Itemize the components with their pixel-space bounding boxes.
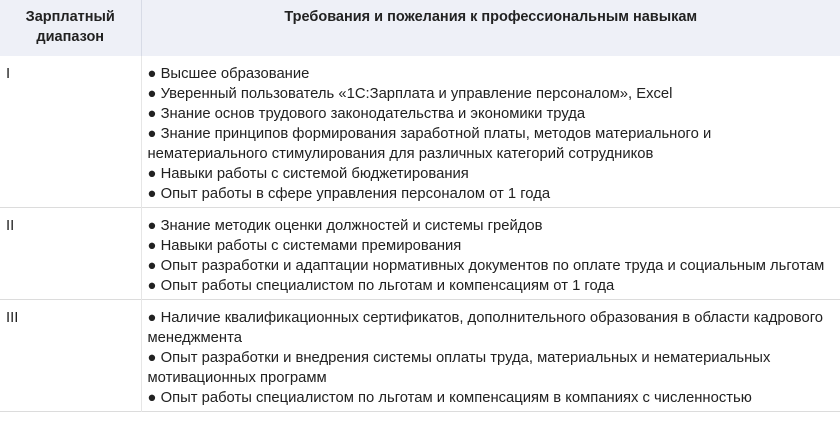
table-row bbox=[0, 208, 840, 300]
requirement-item: ● Знание основ трудового законодательства и экономики труда bbox=[148, 104, 835, 124]
requirement-item: ● Опыт работы специалистом по льготам и компенсациям в компаниях с численностью bbox=[148, 388, 835, 408]
requirement-item: ● Высшее образование bbox=[148, 64, 835, 84]
requirement-item: ● Опыт разработки и внедрения системы оплаты труда, материальных и нематериальных мотивационных программ bbox=[148, 348, 835, 388]
requirement-item: ● Опыт работы в сфере управления персоналом от 1 года bbox=[148, 184, 835, 204]
table-row bbox=[0, 56, 840, 208]
requirement-item: ● Наличие квалификационных сертификатов, дополнительного образования в области кадрового менеджмента bbox=[148, 308, 835, 348]
requirement-item: ● Опыт разработки и адаптации нормативных документов по оплате труда и социальным льготам bbox=[148, 256, 835, 276]
salary-range-header: Зарплатный диапазон bbox=[0, 0, 141, 56]
requirements-list bbox=[148, 216, 835, 296]
salary-range-cell: I bbox=[6, 66, 11, 82]
table-body bbox=[0, 56, 840, 412]
table-row bbox=[0, 300, 840, 412]
requirement-item: ● Знание методик оценки должностей и системы грейдов bbox=[148, 216, 835, 236]
requirements-list bbox=[148, 308, 835, 408]
requirements-cell bbox=[141, 208, 840, 300]
requirements-cell bbox=[141, 300, 840, 412]
requirements-list bbox=[148, 64, 835, 204]
header-row bbox=[0, 0, 840, 56]
requirement-item: ● Знание принципов формирования заработной платы, методов материального и нематериального стимулирования для различных категорий сотрудников bbox=[148, 124, 835, 164]
requirement-item: ● Опыт работы специалистом по льготам и компенсациям от 1 года bbox=[148, 276, 835, 296]
requirements-cell bbox=[141, 56, 840, 208]
salary-range-cell: III bbox=[6, 310, 19, 326]
requirement-item: ● Навыки работы с системой бюджетирования bbox=[148, 164, 835, 184]
requirement-item: ● Уверенный пользователь «1С:Зарплата и управление персоналом», Excel bbox=[148, 84, 835, 104]
salary-range-cell: II bbox=[6, 218, 15, 234]
requirements-header: Требования и пожелания к профессиональным навыкам bbox=[141, 0, 840, 56]
table-header bbox=[0, 0, 840, 56]
requirement-item: ● Навыки работы с системами премирования bbox=[148, 236, 835, 256]
